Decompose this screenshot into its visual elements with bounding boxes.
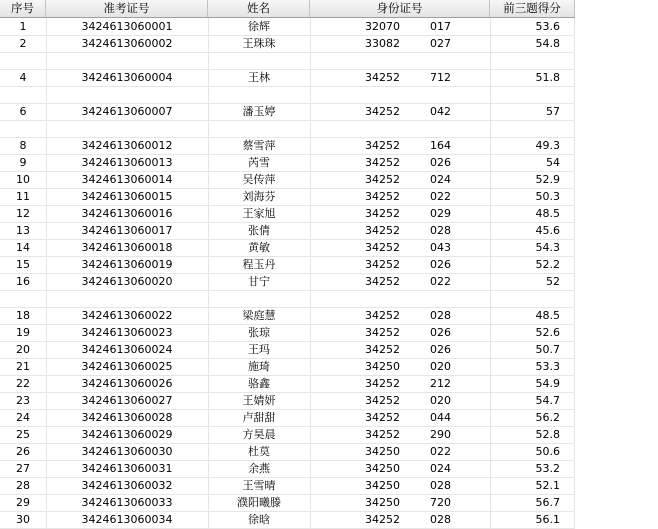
- cell-id-left[interactable]: 34252: [365, 513, 400, 526]
- cell-name[interactable]: 王珠珠: [242, 37, 276, 50]
- cell-seq[interactable]: [0, 52, 46, 69]
- table-row[interactable]: [0, 120, 575, 138]
- table-row[interactable]: [0, 171, 575, 189]
- cell-seq[interactable]: 11: [16, 190, 30, 203]
- cell-id-left[interactable]: 34250: [365, 479, 400, 492]
- table-row[interactable]: [0, 324, 575, 342]
- table-row[interactable]: [0, 52, 575, 70]
- cell-score[interactable]: 56.2: [535, 411, 560, 424]
- header-name[interactable]: 姓名: [208, 0, 310, 17]
- cell-exam-no[interactable]: 3424613060019: [81, 258, 173, 271]
- table-row[interactable]: [0, 18, 575, 36]
- cell-name[interactable]: 甘宁: [248, 275, 270, 288]
- cell-id-right[interactable]: 017: [430, 20, 451, 33]
- table-row[interactable]: [0, 239, 575, 257]
- cell-seq[interactable]: 8: [19, 139, 27, 152]
- cell-name[interactable]: 方昊晨: [242, 428, 276, 441]
- cell-exam-no[interactable]: 3424613060014: [81, 173, 173, 186]
- cell-name[interactable]: 潘玉婷: [242, 105, 276, 118]
- cell-id-left[interactable]: 34252: [365, 309, 400, 322]
- cell-name[interactable]: 徐辉: [248, 20, 270, 33]
- table-row[interactable]: [0, 256, 575, 274]
- cell-name[interactable]: 施琦: [248, 360, 270, 373]
- cell-exam-no[interactable]: 3424613060025: [81, 360, 173, 373]
- cell-name[interactable]: 余燕: [248, 462, 270, 475]
- cell-name[interactable]: [208, 52, 310, 69]
- cell-exam-no[interactable]: 3424613060028: [81, 411, 173, 424]
- cell-id-right[interactable]: 042: [430, 105, 451, 118]
- cell-score[interactable]: 53.2: [535, 462, 560, 475]
- table-row[interactable]: [0, 154, 575, 172]
- cell-seq[interactable]: 22: [16, 377, 30, 390]
- cell-seq[interactable]: 24: [16, 411, 30, 424]
- cell-score[interactable]: 52: [546, 275, 560, 288]
- cell-exam-no[interactable]: 3424613060004: [81, 71, 173, 84]
- table-row[interactable]: [0, 494, 575, 512]
- cell-id-right[interactable]: 029: [430, 207, 451, 220]
- table-row[interactable]: [0, 69, 575, 87]
- cell-id-right[interactable]: 026: [430, 326, 451, 339]
- cell-score[interactable]: 52.8: [535, 428, 560, 441]
- cell-seq[interactable]: 6: [19, 105, 27, 118]
- cell-id-left[interactable]: 34252: [365, 173, 400, 186]
- cell-score[interactable]: 56.7: [535, 496, 560, 509]
- cell-exam-no[interactable]: 3424613060031: [81, 462, 173, 475]
- cell-id-right[interactable]: [430, 86, 476, 103]
- table-row[interactable]: [0, 290, 575, 308]
- cell-id-right[interactable]: [430, 52, 476, 69]
- cell-id-right[interactable]: 290: [430, 428, 451, 441]
- cell-seq[interactable]: 21: [16, 360, 30, 373]
- cell-id-right[interactable]: 026: [430, 343, 451, 356]
- cell-score[interactable]: 54.3: [535, 241, 560, 254]
- cell-name[interactable]: 张琼: [248, 326, 270, 339]
- cell-id-right[interactable]: 024: [430, 173, 451, 186]
- cell-score[interactable]: 49.3: [535, 139, 560, 152]
- cell-exam-no[interactable]: 3424613060012: [81, 139, 173, 152]
- cell-id-right[interactable]: [430, 290, 476, 307]
- cell-id-left[interactable]: [310, 290, 400, 307]
- cell-id-left[interactable]: 34252: [365, 258, 400, 271]
- cell-name[interactable]: 骆鑫: [248, 377, 270, 390]
- cell-id-left[interactable]: 33082: [365, 37, 400, 50]
- cell-id-right[interactable]: 164: [430, 139, 451, 152]
- cell-exam-no[interactable]: 3424613060026: [81, 377, 173, 390]
- cell-name[interactable]: 黄敏: [248, 241, 270, 254]
- table-row[interactable]: [0, 460, 575, 478]
- cell-seq[interactable]: [0, 86, 46, 103]
- cell-seq[interactable]: 14: [16, 241, 30, 254]
- cell-id-left[interactable]: 34252: [365, 156, 400, 169]
- cell-exam-no[interactable]: 3424613060017: [81, 224, 173, 237]
- cell-id-right[interactable]: 044: [430, 411, 451, 424]
- cell-score[interactable]: 52.6: [535, 326, 560, 339]
- cell-score[interactable]: 52.1: [535, 479, 560, 492]
- cell-seq[interactable]: 13: [16, 224, 30, 237]
- cell-id-left[interactable]: 34252: [365, 411, 400, 424]
- table-row[interactable]: [0, 443, 575, 461]
- cell-id-right[interactable]: 022: [430, 445, 451, 458]
- cell-name[interactable]: 芮雪: [248, 156, 270, 169]
- cell-score[interactable]: 50.7: [535, 343, 560, 356]
- cell-seq[interactable]: 29: [16, 496, 30, 509]
- cell-score[interactable]: 52.2: [535, 258, 560, 271]
- cell-exam-no[interactable]: 3424613060023: [81, 326, 173, 339]
- cell-score[interactable]: [490, 290, 560, 307]
- table-row[interactable]: [0, 307, 575, 325]
- cell-id-left[interactable]: 34252: [365, 428, 400, 441]
- cell-seq[interactable]: 9: [19, 156, 27, 169]
- header-exam-no[interactable]: 准考证号: [46, 0, 208, 17]
- cell-seq[interactable]: 30: [16, 513, 30, 526]
- cell-exam-no[interactable]: 3424613060007: [81, 105, 173, 118]
- cell-id-left[interactable]: 34250: [365, 445, 400, 458]
- cell-score[interactable]: [490, 120, 560, 137]
- cell-seq[interactable]: 15: [16, 258, 30, 271]
- header-seq[interactable]: 序号: [0, 0, 46, 17]
- cell-id-left[interactable]: [310, 52, 400, 69]
- cell-score[interactable]: 48.5: [535, 309, 560, 322]
- header-score[interactable]: 前三题得分: [490, 0, 575, 17]
- cell-id-right[interactable]: 720: [430, 496, 451, 509]
- cell-score[interactable]: 54.9: [535, 377, 560, 390]
- cell-score[interactable]: 52.9: [535, 173, 560, 186]
- table-row[interactable]: [0, 188, 575, 206]
- table-row[interactable]: [0, 103, 575, 121]
- cell-id-left[interactable]: 34250: [365, 360, 400, 373]
- cell-id-right[interactable]: 212: [430, 377, 451, 390]
- cell-score[interactable]: 54: [546, 156, 560, 169]
- cell-seq[interactable]: 20: [16, 343, 30, 356]
- table-row[interactable]: [0, 222, 575, 240]
- table-row[interactable]: [0, 358, 575, 376]
- cell-score[interactable]: 50.3: [535, 190, 560, 203]
- cell-seq[interactable]: 23: [16, 394, 30, 407]
- cell-exam-no[interactable]: [46, 290, 208, 307]
- cell-name[interactable]: 刘海芬: [242, 190, 276, 203]
- cell-id-left[interactable]: 34250: [365, 496, 400, 509]
- cell-name[interactable]: 张倩: [248, 224, 270, 237]
- cell-exam-no[interactable]: 3424613060032: [81, 479, 173, 492]
- cell-exam-no[interactable]: 3424613060029: [81, 428, 173, 441]
- cell-seq[interactable]: 16: [16, 275, 30, 288]
- cell-exam-no[interactable]: 3424613060022: [81, 309, 173, 322]
- cell-seq[interactable]: 4: [19, 71, 27, 84]
- cell-name[interactable]: [208, 290, 310, 307]
- header-row: [0, 0, 575, 18]
- cell-seq[interactable]: [0, 290, 46, 307]
- cell-seq[interactable]: 26: [16, 445, 30, 458]
- table-row[interactable]: [0, 35, 575, 53]
- cell-exam-no[interactable]: [46, 86, 208, 103]
- cell-name[interactable]: 梁庭慧: [242, 309, 276, 322]
- cell-score[interactable]: 51.8: [535, 71, 560, 84]
- cell-seq[interactable]: 25: [16, 428, 30, 441]
- cell-id-left[interactable]: 34252: [365, 190, 400, 203]
- cell-id-left[interactable]: 34252: [365, 326, 400, 339]
- cell-id-left[interactable]: 34252: [365, 207, 400, 220]
- cell-id-left[interactable]: 34252: [365, 377, 400, 390]
- cell-score[interactable]: 54.8: [535, 37, 560, 50]
- table-row[interactable]: [0, 86, 575, 104]
- cell-exam-no[interactable]: 3424613060018: [81, 241, 173, 254]
- header-id-no[interactable]: 身份证号: [310, 0, 490, 17]
- cell-score[interactable]: 56.1: [535, 513, 560, 526]
- cell-id-right[interactable]: 028: [430, 513, 451, 526]
- table-row[interactable]: [0, 137, 575, 155]
- cell-exam-no[interactable]: 3424613060013: [81, 156, 173, 169]
- table-row[interactable]: [0, 477, 575, 495]
- cell-seq[interactable]: 18: [16, 309, 30, 322]
- cell-id-right[interactable]: 028: [430, 479, 451, 492]
- cell-score[interactable]: 45.6: [535, 224, 560, 237]
- cell-name[interactable]: 徐晗: [248, 513, 270, 526]
- cell-id-right[interactable]: 028: [430, 224, 451, 237]
- cell-id-right[interactable]: 712: [430, 71, 451, 84]
- table-row[interactable]: [0, 205, 575, 223]
- cell-id-right[interactable]: 024: [430, 462, 451, 475]
- cell-exam-no[interactable]: 3424613060015: [81, 190, 173, 203]
- cell-exam-no[interactable]: 3424613060001: [81, 20, 173, 33]
- cell-id-left[interactable]: 32070: [365, 20, 400, 33]
- cell-name[interactable]: 杜莫: [248, 445, 270, 458]
- cell-seq[interactable]: [0, 120, 46, 137]
- cell-id-left[interactable]: 34252: [365, 71, 400, 84]
- cell-id-right[interactable]: [430, 120, 476, 137]
- cell-name[interactable]: [208, 120, 310, 137]
- cell-score[interactable]: 53.3: [535, 360, 560, 373]
- cell-exam-no[interactable]: [46, 120, 208, 137]
- cell-exam-no[interactable]: 3424613060020: [81, 275, 173, 288]
- cell-score[interactable]: 53.6: [535, 20, 560, 33]
- cell-score[interactable]: 50.6: [535, 445, 560, 458]
- cell-exam-no[interactable]: 3424613060033: [81, 496, 173, 509]
- cell-exam-no[interactable]: [46, 52, 208, 69]
- cell-exam-no[interactable]: 3424613060002: [81, 37, 173, 50]
- table-row[interactable]: [0, 511, 575, 529]
- cell-score[interactable]: [490, 86, 560, 103]
- cell-id-left[interactable]: 34252: [365, 275, 400, 288]
- cell-id-right[interactable]: 026: [430, 156, 451, 169]
- cell-seq[interactable]: 19: [16, 326, 30, 339]
- cell-name[interactable]: 蔡雪萍: [242, 139, 276, 152]
- cell-score[interactable]: 54.7: [535, 394, 560, 407]
- cell-id-right[interactable]: 022: [430, 275, 451, 288]
- cell-id-right[interactable]: 026: [430, 258, 451, 271]
- cell-id-left[interactable]: [310, 86, 400, 103]
- cell-score[interactable]: 48.5: [535, 207, 560, 220]
- cell-id-left[interactable]: 34252: [365, 105, 400, 118]
- table-row[interactable]: [0, 375, 575, 393]
- cell-id-right[interactable]: 028: [430, 309, 451, 322]
- cell-id-left[interactable]: 34252: [365, 241, 400, 254]
- cell-id-left[interactable]: 34252: [365, 139, 400, 152]
- cell-exam-no[interactable]: 3424613060030: [81, 445, 173, 458]
- table-row[interactable]: [0, 409, 575, 427]
- cell-seq[interactable]: 1: [19, 20, 27, 33]
- cell-id-left[interactable]: 34250: [365, 462, 400, 475]
- cell-seq[interactable]: 2: [19, 37, 27, 50]
- table-row[interactable]: [0, 426, 575, 444]
- cell-name[interactable]: 吴传萍: [242, 173, 276, 186]
- cell-seq[interactable]: 12: [16, 207, 30, 220]
- cell-name[interactable]: 王家旭: [242, 207, 276, 220]
- cell-name[interactable]: 王雪晴: [242, 479, 276, 492]
- cell-id-left[interactable]: 34252: [365, 343, 400, 356]
- cell-id-left[interactable]: 34252: [365, 394, 400, 407]
- cell-id-right[interactable]: 043: [430, 241, 451, 254]
- cell-name[interactable]: 王玛: [248, 343, 270, 356]
- cell-name[interactable]: 濮阳曦滕: [237, 496, 281, 509]
- cell-name[interactable]: 王婧妍: [242, 394, 276, 407]
- cell-name[interactable]: [208, 86, 310, 103]
- cell-name[interactable]: 卢甜甜: [242, 411, 276, 424]
- cell-id-right[interactable]: 020: [430, 394, 451, 407]
- table-row[interactable]: [0, 273, 575, 291]
- cell-id-right[interactable]: 027: [430, 37, 451, 50]
- cell-score[interactable]: [490, 52, 560, 69]
- cell-exam-no[interactable]: 3424613060016: [81, 207, 173, 220]
- cell-name[interactable]: 程玉丹: [242, 258, 276, 271]
- cell-exam-no[interactable]: 3424613060027: [81, 394, 173, 407]
- cell-exam-no[interactable]: 3424613060024: [81, 343, 173, 356]
- table-row[interactable]: [0, 392, 575, 410]
- cell-id-left[interactable]: 34252: [365, 224, 400, 237]
- cell-id-right[interactable]: 022: [430, 190, 451, 203]
- cell-id-left[interactable]: [310, 120, 400, 137]
- cell-seq[interactable]: 27: [16, 462, 30, 475]
- cell-name[interactable]: 王林: [248, 71, 270, 84]
- cell-id-right[interactable]: 020: [430, 360, 451, 373]
- cell-exam-no[interactable]: 3424613060034: [81, 513, 173, 526]
- cell-score[interactable]: 57: [546, 105, 560, 118]
- table-row[interactable]: [0, 341, 575, 359]
- cell-seq[interactable]: 28: [16, 479, 30, 492]
- cell-seq[interactable]: 10: [16, 173, 30, 186]
